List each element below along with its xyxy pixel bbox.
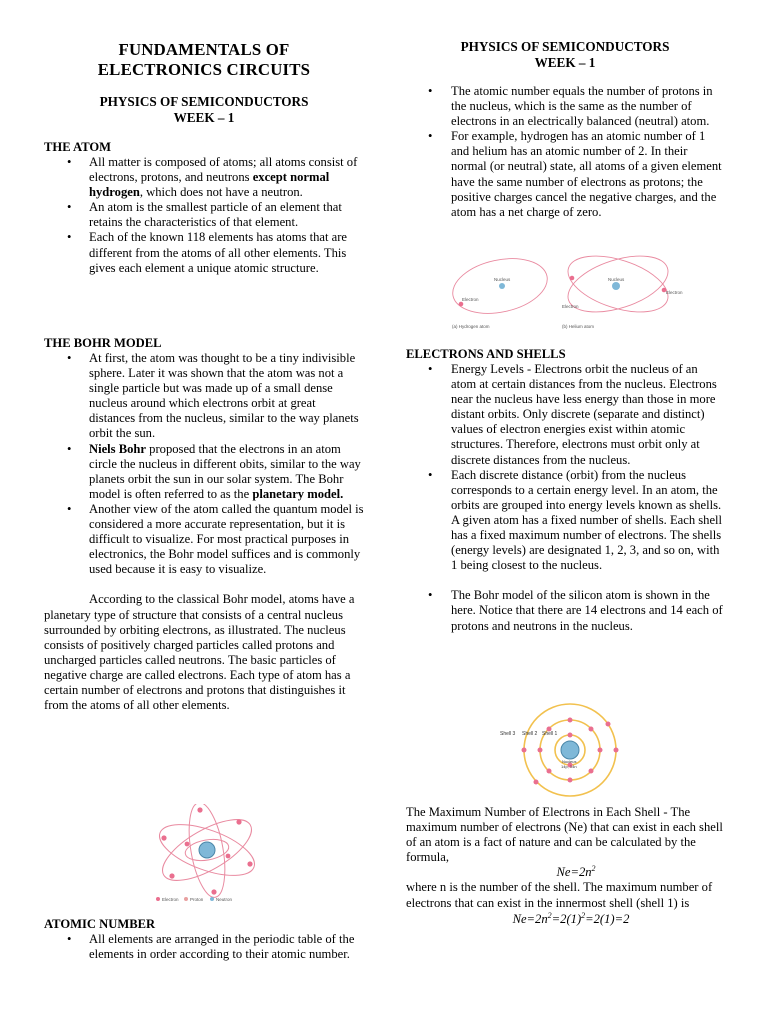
formula-1: $Ne=2n^2$ xyxy=(556,864,596,880)
si-shell3-label: Shell 3 xyxy=(500,731,516,737)
formula-2: $Ne=2n^2=2(1)^2=2(1)=2$ xyxy=(512,910,630,926)
he-electron-label-2: Electron xyxy=(562,304,579,309)
atom-bullet-2: • An atom is the smallest particle of an element that retains the characteristics of that element. xyxy=(44,200,364,230)
right-subtitle xyxy=(406,39,724,70)
section-bohr-model xyxy=(44,336,364,713)
bohr-bullet-1: • At first, the atom was thought to be a tiny indivisible sphere. Later it was shown that the atom was not a single particle but was made up of a small dense nucleus around which electrons orbit at great distances from the nucleus, similar to the way planets orbit the sun. xyxy=(44,351,364,442)
bohr-atom-figure xyxy=(152,804,262,904)
right-subtitle-line-2: WEEK – 1 xyxy=(534,54,596,70)
bohr-bullet-2: • Niels Bohr proposed that the electrons in an atom circle the nucleus in different obits, similar to the way planets orbit the sun in our solar system. The Bohr model is often referred to as the planetary model. xyxy=(44,442,364,502)
legend-proton: Proton xyxy=(190,897,204,902)
subtitle-line-1: PHYSICS OF SEMICONDUCTORS xyxy=(99,94,309,109)
title-line-2: ELECTRONICS CIRCUITS xyxy=(97,60,311,79)
hydrogen-helium-figure xyxy=(450,250,690,334)
an-bullet-2: • For example, hydrogen has an atomic number of 1 and helium has an atomic number of 2. In their normal (or neutral) state, all atoms of a given element have the same number of electrons as protons; the positive charges cancel the negative charges, and the atom has a net charge of zero. xyxy=(406,129,724,220)
he-electron-label-1: Electron xyxy=(666,290,683,295)
es-bullet-2: • Each discrete distance (orbit) from the nucleus corresponds to a certain energy level. In an atom, the orbits are grouped into energy levels known as shells. A given atom has a fixed number of shells. Each shell has a fixed maximum number of electrons. The shells (energy levels) are designated 1, 2, 3, and so on, with 1 being closest to the nucleus. xyxy=(406,468,724,574)
si-nucleus-count: 14p, 14n xyxy=(561,764,577,769)
atomic-number-bullets xyxy=(406,84,724,220)
h-caption: (a) Hydrogen atom xyxy=(452,324,490,329)
silicon-atom-figure xyxy=(498,698,638,798)
bohr-paragraph: According to the classical Bohr model, atoms have a planetary type of structure that consists of a central nucleus surrounded by orbiting electrons, as illustrated. The nucleus consists of positively charged particles called protons and uncharged particles called neutrons. The basic particles of negative charge are called electrons. Each type of atom has a certain number of electrons and protons that distinguishes it from the atoms of all other elements. xyxy=(44,592,355,713)
legend-electron: Electron xyxy=(162,897,179,902)
atomic-bullet-1: • All elements are arranged in the periodic table of the elements in order according to their atomic number. xyxy=(44,932,364,962)
atom-bullet-3: • Each of the known 118 elements has atoms that are different from the atoms of all other elements. This gives each element a unique atomic structure. xyxy=(44,230,364,275)
heading-bohr-model: THE BOHR MODEL xyxy=(44,336,162,350)
max-electrons-paragraph: The Maximum Number of Electrons in Each Shell - The maximum number of electrons (Ne) that can exist in each shell of an atom is a fact of nature and can be calculated by the formula, xyxy=(406,805,723,865)
heading-electrons-shells: ELECTRONS AND SHELLS xyxy=(406,347,566,361)
section-atomic-number xyxy=(44,917,364,962)
es-bullet-3: • The Bohr model of the silicon atom is shown in the here. Notice that there are 14 electrons and 14 each of protons and neutrons in the nucleus. xyxy=(406,588,724,633)
left-subtitle xyxy=(44,94,364,125)
atom-bullets xyxy=(44,155,364,276)
he-nucleus-label: Nucleus xyxy=(608,277,625,282)
heading-the-atom: THE ATOM xyxy=(44,140,112,154)
shells-bullets xyxy=(406,362,724,634)
right-subtitle-line-1: PHYSICS OF SEMICONDUCTORS xyxy=(460,39,670,54)
section-max-electrons xyxy=(406,805,724,927)
h-electron-label: Electron xyxy=(462,297,479,302)
legend-neutron: Neutron xyxy=(216,897,233,902)
atom-bullet-1: • All matter is composed of atoms; all atoms consist of electrons, protons, and neutrons except normal hydrogen, which does not have a neutron. xyxy=(44,155,364,200)
an-bullet-1: • The atomic number equals the number of protons in the nucleus, which is the same as the number of electrons in an electrically balanced (neutral) atom. xyxy=(406,84,724,129)
h-nucleus-label: Nucleus xyxy=(494,277,511,282)
section-the-atom xyxy=(44,140,364,276)
subtitle-line-2: WEEK – 1 xyxy=(173,109,235,125)
he-caption: (b) Helium atom xyxy=(562,324,595,329)
si-shell1-label: Shell 1 xyxy=(542,731,558,737)
atomic-bullets xyxy=(44,932,364,962)
heading-atomic-number: ATOMIC NUMBER xyxy=(44,917,156,931)
where-paragraph: where n is the number of the shell. The maximum number of electrons that can exist in the innermost shell (shell 1) is xyxy=(406,880,713,910)
title-line-1: FUNDAMENTALS OF xyxy=(118,40,290,59)
si-nucleus-label: Nucleus xyxy=(562,759,577,764)
es-bullet-1: • Energy Levels - Electrons orbit the nucleus of an atom at certain distances from the nucleus. Electrons near the nucleus have less energy than those in more distant orbits. Only discrete (separate and distinct) values of electron energies exist within atomic structures. Therefore, electrons must orbit only at discrete distances from the nucleus. xyxy=(406,362,724,468)
section-electrons-shells xyxy=(406,347,724,634)
bohr-bullet-3: • Another view of the atom called the quantum model is considered a more accurate representation, but it is difficult to visualize. For most practical purposes in electronics, the Bohr model suffices and is commonly used because it is easy to visualize. xyxy=(44,502,364,577)
bohr-bullets xyxy=(44,351,364,577)
si-shell2-label: Shell 2 xyxy=(522,731,538,737)
document-title xyxy=(44,40,364,80)
